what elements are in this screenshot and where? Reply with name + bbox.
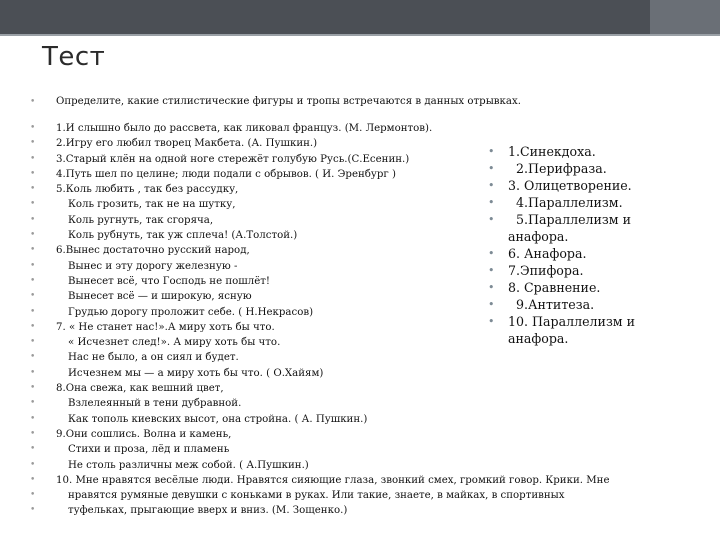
passage-text: нравятся румяные девушки с коньками в руках. Или такие, знаете, в майках, в спортивных (68, 490, 565, 502)
passage-line (30, 381, 650, 396)
passage-text: 9.Они сошлись. Волна и камень, (56, 428, 232, 440)
passage-line (30, 427, 650, 442)
answer-text: 2.Перифраза. (508, 161, 607, 176)
passage-text: Грудью дорогу проложит себе. ( Н.Некрасов) (68, 306, 314, 318)
bullet-icon: • (30, 474, 36, 485)
answer-text-wrap (508, 296, 594, 313)
answer-item (488, 177, 658, 194)
passage-text: Вынесет всё, что Господь не пошлёт! (68, 275, 270, 287)
bullet-icon: • (30, 306, 36, 317)
passage-text: 5.Коль любить , так без рассудку, (56, 184, 239, 196)
answer-text: 7.Эпифора. (508, 263, 584, 278)
bullet-icon: • (30, 367, 36, 378)
bullet-icon: • (30, 230, 36, 241)
bullet-icon: • (488, 264, 495, 277)
intro-text: Определите, какие стилистические фигуры и тропы встречаются в данных отрывках. (56, 96, 521, 107)
passage-text: туфельках, прыгающие вверх и вниз. (М. Зощенко.) (68, 505, 348, 517)
answer-text: 10. Параллелизм и (508, 314, 636, 329)
passage-text: Коль грозить, так не на шутку, (68, 199, 236, 211)
passage-text: Коль рубнуть, так уж сплеча! (А.Толстой.) (68, 230, 298, 242)
bullet-icon: • (30, 260, 36, 271)
answer-text-wrap (508, 313, 635, 330)
answer-text-wrap (508, 143, 596, 160)
bullet-icon: • (30, 153, 36, 164)
bullet-icon: • (30, 337, 36, 348)
bullet-icon: • (30, 444, 36, 455)
bullet-icon: • (488, 162, 495, 175)
intro-line (30, 96, 521, 107)
bullet-icon: • (488, 145, 495, 158)
answer-item (488, 262, 658, 279)
passage-text: 8.Она свежа, как вешний цвет, (56, 383, 224, 395)
passage-text: 3.Старый клён на одной ноге стережёт голубую Русь.(С.Есенин.) (56, 153, 410, 165)
bullet-icon: • (30, 184, 36, 195)
passage-text: Не столь различны меж собой. ( А.Пушкин.) (68, 459, 309, 471)
slide-header-divider (0, 34, 720, 36)
bullet-icon: • (30, 321, 36, 332)
answer-text: 4.Параллелизм. (508, 195, 623, 210)
passage-line (30, 503, 650, 518)
answer-text: 1.Синекдоха. (508, 144, 596, 159)
passage-text: 7. « Не станет нас!».А миру хоть бы что. (56, 321, 275, 333)
bullet-icon: • (30, 398, 36, 409)
bullet-icon: • (30, 459, 36, 470)
passage-text: Коль ругнуть, так сгоряча, (68, 214, 214, 226)
answers-list (488, 143, 658, 347)
answer-text-wrap (508, 194, 623, 211)
answer-item (488, 143, 658, 160)
answer-continuation-text: анафора. (508, 331, 569, 346)
answer-text-wrap (508, 160, 607, 177)
answer-text: 3. Олицетворение. (508, 178, 632, 193)
bullet-icon: • (30, 168, 36, 179)
answer-item (488, 313, 658, 330)
passage-text: Как тополь киевских высот, она стройна. ( А. Пушкин.) (68, 413, 368, 425)
bullet-icon: • (30, 505, 36, 516)
slide-header-accent (650, 0, 720, 34)
answer-item (488, 245, 658, 262)
slide-title: Тест (42, 42, 106, 72)
bullet-icon: • (488, 298, 495, 311)
bullet-icon: • (30, 97, 36, 107)
passage-text: 2.Игру его любил творец Макбета. (А. Пушкин.) (56, 138, 318, 150)
bullet-icon: • (30, 383, 36, 394)
answer-text-wrap (508, 211, 631, 228)
passage-text: 6.Вынес достаточно русский народ, (56, 245, 250, 257)
passage-line (30, 458, 650, 473)
passage-text: Взлелеянный в тени дубравной. (68, 398, 242, 410)
bullet-icon: • (30, 123, 36, 133)
bullet-icon: • (30, 291, 36, 302)
passage-text: Стихи и проза, лёд и пламень (68, 444, 230, 456)
answer-text: 9.Антитеза. (508, 297, 595, 312)
bullet-icon: • (488, 179, 495, 192)
answer-text: 5.Параллелизм и (508, 212, 631, 227)
passage-text: « Исчезнет след!». А миру хоть бы что. (68, 337, 281, 349)
bullet-icon: • (488, 281, 495, 294)
bullet-icon: • (488, 315, 495, 328)
slide-header-bar (0, 0, 720, 34)
passage-line (30, 396, 650, 411)
answer-text-wrap (508, 177, 632, 194)
answer-text-wrap (508, 279, 600, 296)
answer-continuation (488, 330, 658, 347)
bullet-icon: • (30, 138, 36, 149)
bullet-icon: • (30, 490, 36, 501)
bullet-icon: • (30, 352, 36, 363)
bullet-icon: • (30, 275, 36, 286)
answer-item (488, 194, 658, 211)
answer-item (488, 296, 658, 313)
answer-item (488, 160, 658, 177)
passage-line (30, 442, 650, 457)
passage-line (30, 488, 650, 503)
answer-text-wrap (508, 262, 583, 279)
answer-continuation-text: анафора. (508, 229, 569, 244)
bullet-icon: • (30, 214, 36, 225)
passage-line (30, 121, 650, 136)
bullet-icon: • (30, 413, 36, 424)
passage-line (30, 350, 650, 365)
passage-line (30, 473, 650, 488)
passage-text: Вынесет всё — и широкую, ясную (68, 291, 252, 303)
passage-line (30, 412, 650, 427)
passage-text: Вынес и эту дорогу железную - (68, 260, 238, 272)
answer-item (488, 211, 658, 228)
answer-text: 6. Анафора. (508, 246, 587, 261)
bullet-icon: • (30, 245, 36, 256)
answer-text-wrap (508, 245, 586, 262)
passage-text: 4.Путь шел по целине; люди подали с обрывов. ( И. Эренбург ) (56, 168, 396, 180)
passage-text: Исчезнем мы — а миру хоть бы что. ( О.Хайям) (68, 367, 324, 379)
bullet-icon: • (30, 199, 36, 210)
answer-text: 8. Сравнение. (508, 280, 601, 295)
answer-item (488, 279, 658, 296)
passage-text: Нас не было, а он сиял и будет. (68, 352, 239, 364)
bullet-icon: • (30, 428, 36, 439)
passage-text: 10. Мне нравятся весёлые люди. Нравятся сияющие глаза, звонкий смех, громкий говор. Крики. Мне (56, 474, 610, 486)
passage-line (30, 366, 650, 381)
passage-text: 1.И слышно было до рассвета, как ликовал француз. (М. Лермонтов). (56, 123, 433, 134)
bullet-icon: • (488, 247, 495, 260)
bullet-icon: • (488, 213, 495, 226)
answer-continuation (488, 228, 658, 245)
bullet-icon: • (488, 196, 495, 209)
